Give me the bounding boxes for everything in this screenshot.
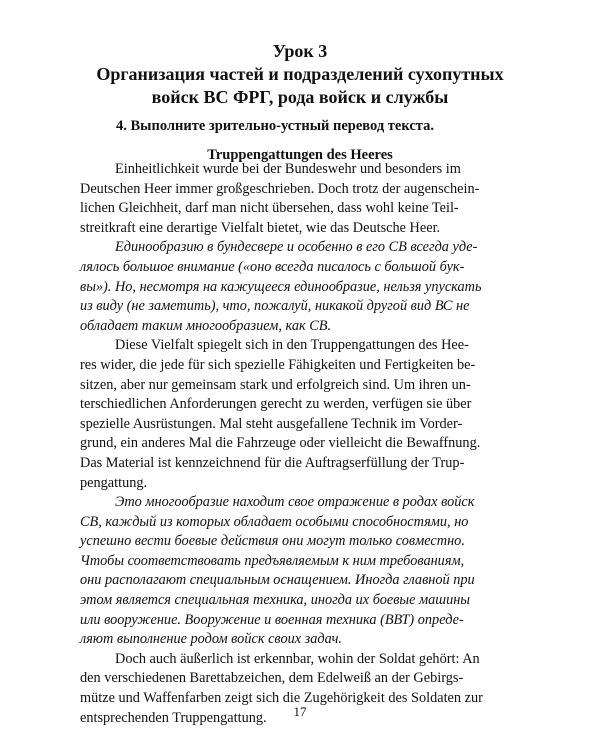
russian-translation-paragraph xyxy=(80,493,520,650)
text-line: вы»). Но, несмотря на кажущееся единообразие, нельзя упускать xyxy=(80,278,482,295)
text-line: lichen Gleichheit, darf man nicht übersehen, dass wohl keine Teil- xyxy=(80,200,459,217)
text-line: Das Material ist kennzeichnend für die Auftragserfüllung der Trup- xyxy=(80,454,465,471)
task-heading: 4. Выполните зрительно-устный перевод текста. xyxy=(116,118,434,134)
text-line: den verschiedenen Barettabzeichen, dem Edelweiß an der Gebirgs- xyxy=(80,670,464,687)
text-line: Единообразию в бундесвере и особенно в его СВ всегда уде- xyxy=(115,239,478,256)
text-line: terschiedlichen Anforderungen gerecht zu werden, verfügen sie über xyxy=(80,396,472,413)
text-line: ляют выполнение родом войск своих задач. xyxy=(80,631,342,648)
text-line: sitzen, aber nur gemeinsam stark und erfolgreich sind. Um ihren un- xyxy=(80,376,471,393)
text-line: res wider, die jede für sich spezielle Fähigkeiten und Fertigkeiten be- xyxy=(80,356,476,373)
text-line: они располагают специальным оснащением. Иногда главной при xyxy=(80,572,475,589)
german-text-paragraph xyxy=(80,336,520,493)
text-line: mütze und Waffenfarben zeigt sich die Zugehörigkeit des Soldaten zur xyxy=(80,690,483,707)
text-line: лялось большое внимание («оно всегда писалось с большой бук- xyxy=(80,258,465,275)
text-line: успешно вести боевые действия они могут только совместно. xyxy=(80,533,465,550)
text-line: обладает таким многообразием, как СВ. xyxy=(80,317,332,334)
text-line: Diese Vielfalt spiegelt sich in den Truppengattungen des Hee- xyxy=(115,337,469,354)
text-line: Doch auch äußerlich ist erkennbar, wohin der Soldat gehört: An xyxy=(115,650,480,667)
text-line: entsprechenden Truppengattung. xyxy=(80,709,267,726)
text-line: pengattung. xyxy=(80,474,148,491)
text-line: spezielle Ausrüstungen. Mal steht ausgefallene Technik im Vorder- xyxy=(80,415,463,432)
lesson-header xyxy=(0,40,600,109)
russian-translation-paragraph xyxy=(80,238,520,336)
german-text-paragraph xyxy=(80,160,520,238)
page-number: 17 xyxy=(293,704,307,719)
text-line: СВ, каждый из которых обладает особыми способностями, но xyxy=(80,513,469,530)
text-line: из виду (не заметить), что, пожалуй, никакой другой вид ВС не xyxy=(80,298,470,315)
text-title: Truppengattungen des Heeres xyxy=(207,147,393,163)
lesson-title-line-2: войск ВС ФРГ, рода войск и службы xyxy=(151,87,449,107)
text-line: Чтобы соответствовать предъявляемым к ним требованиям, xyxy=(80,552,465,569)
text-line: Это многообразие находит свое отражение в родах войск xyxy=(115,494,475,511)
lesson-title-line-1: Организация частей и подразделений сухопутных xyxy=(96,64,504,84)
text-line: Einheitlichkeit wurde bei der Bundeswehr und besonders im xyxy=(115,161,461,177)
text-line: streitkraft eine derartige Vielfalt bietet, wie das Deutsche Heer. xyxy=(80,219,441,236)
text-line: grund, ein anderes Mal die Fahrzeuge oder vielleicht die Bewaffnung. xyxy=(80,435,481,452)
text-line: этом является специальная техника, иногда их боевые машины xyxy=(80,592,470,609)
lesson-number: Урок 3 xyxy=(272,41,328,61)
text-body xyxy=(80,160,520,728)
text-line: Deutschen Heer immer großgeschrieben. Doch trotz der augenschein- xyxy=(80,180,480,197)
text-line: или вооружение. Вооружение и военная техника (ВВТ) опреде- xyxy=(80,611,464,628)
